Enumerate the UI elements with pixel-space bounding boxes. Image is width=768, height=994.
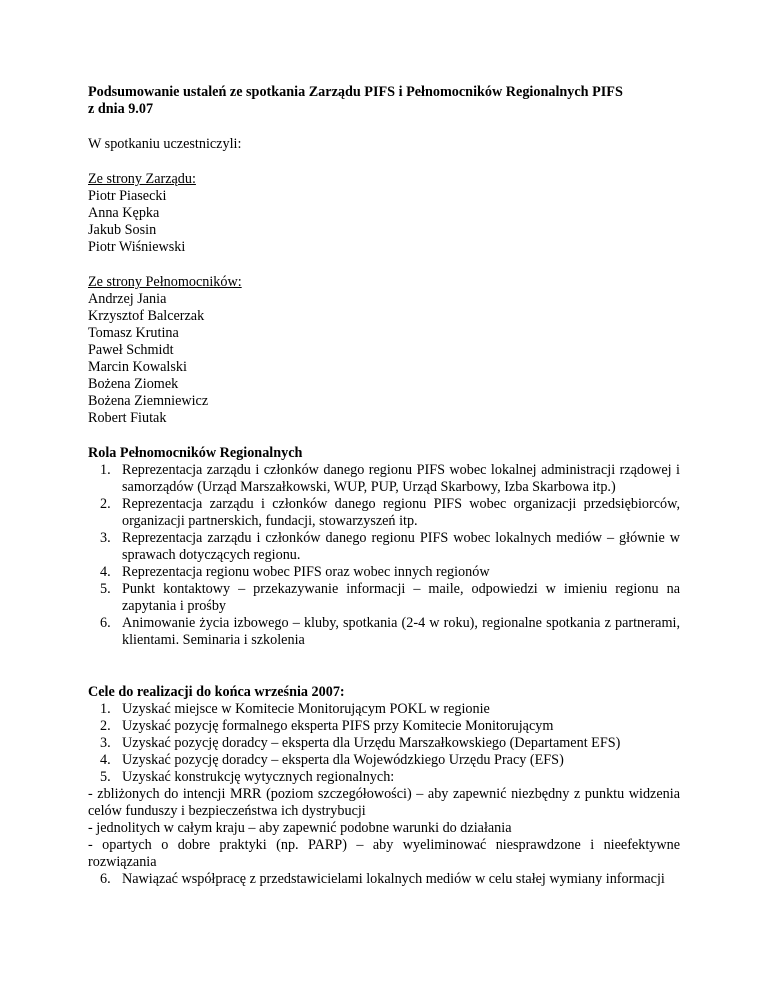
role-item: 4. Reprezentacja regionu wobec PIFS oraz wobec innych regionów [100,564,490,580]
goal-item: 3. Uzyskać pozycję doradcy – eksperta dla Urzędu Marszałkowskiego (Departament EFS) [100,735,621,751]
rep-member: Robert Fiutak [88,410,167,426]
goal-item: 2. Uzyskać pozycję formalnego eksperta PIFS przy Komitecie Monitorującym [100,718,554,734]
goal-note: - opartych o dobre praktyki (np. PARP) – aby wyeliminować niesprawdzone i nieefektywne rozwiązania [88,837,680,870]
document-page [88,84,680,888]
role-item: 1. Reprezentacja zarządu i członków danego regionu PIFS wobec lokalnej administracji rządowej i samorządów (Urząd Marszałkowski, WUP, PUP, Urząd Skarbowy, Izba Skarbowa itp.) [100,462,680,495]
board-member: Anna Kępka [88,205,160,221]
board-member: Jakub Sosin [88,222,157,238]
rep-member: Marcin Kowalski [88,359,187,375]
goals-heading: Cele do realizacji do końca września 2007: [88,684,345,700]
rep-member: Bożena Ziemniewicz [88,393,209,409]
title-line-2: z dnia 9.07 [88,101,154,117]
goal-item: 4. Uzyskać pozycję doradcy – eksperta dla Wojewódzkiego Urzędu Pracy (EFS) [100,752,564,768]
goal-note: - zbliżonych do intencji MRR (poziom szczegółowości) – aby zapewnić niezbędny z punktu widzenia celów funduszy i bezpieczeństwa ich dystrybucji [88,786,680,819]
title-line-1: Podsumowanie ustaleń ze spotkania Zarządu PIFS i Pełnomocników Regionalnych PIFS [88,84,623,100]
rep-member: Paweł Schmidt [88,342,174,358]
board-member: Piotr Wiśniewski [88,239,186,255]
goals-list [88,701,680,786]
role-item: 2. Reprezentacja zarządu i członków danego regionu PIFS wobec organizacji przedsiębiorców, organizacji partnerskich, fundacji, stowarzyszeń itp. [100,496,680,529]
rep-member: Tomasz Krutina [88,325,179,341]
board-list [88,188,680,256]
role-heading: Rola Pełnomocników Regionalnych [88,445,303,461]
role-item: 3. Reprezentacja zarządu i członków danego regionu PIFS wobec lokalnych mediów – głównie w sprawach dotyczących regionu. [100,530,680,563]
goal-item: 6. Nawiązać współpracę z przedstawicielami lokalnych mediów w celu stałej wymiany informacji [100,871,665,887]
role-list [88,462,680,649]
reps-list [88,291,680,427]
goal-item: 5. Uzyskać konstrukcję wytycznych regionalnych: [100,769,395,785]
goal-item: 1. Uzyskać miejsce w Komitecie Monitorującym POKL w regionie [100,701,490,717]
goals-list-continued [88,871,680,888]
rep-member: Bożena Ziomek [88,376,179,392]
board-heading: Ze strony Zarządu: [88,171,196,187]
role-item: 5. Punkt kontaktowy – przekazywanie informacji – maile, odpowiedzi w imieniu regionu na zapytania i prośby [100,581,680,614]
rep-member: Krzysztof Balcerzak [88,308,205,324]
intro-text: W spotkaniu uczestniczyli: [88,136,242,152]
rep-member: Andrzej Jania [88,291,167,307]
goal-note: - jednolitych w całym kraju – aby zapewnić podobne warunki do działania [88,820,512,836]
role-item: 6. Animowanie życia izbowego – kluby, spotkania (2-4 w roku), regionalne spotkania z partnerami, klientami. Seminaria i szkolenia [100,615,680,648]
document-title [88,84,680,118]
board-member: Piotr Piasecki [88,188,167,204]
reps-heading: Ze strony Pełnomocników: [88,274,242,290]
